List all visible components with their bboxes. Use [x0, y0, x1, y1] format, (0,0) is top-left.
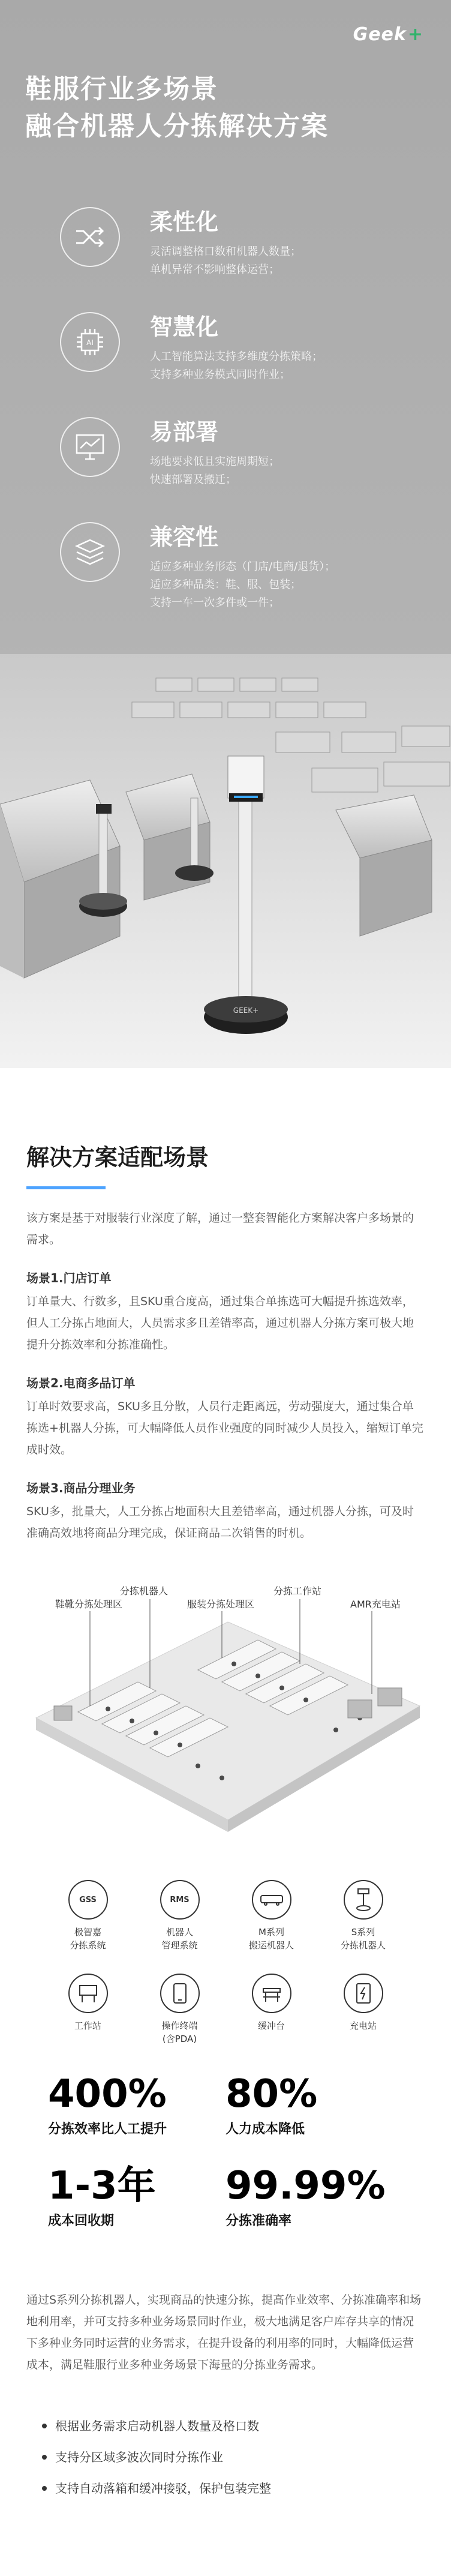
layers-icon: [60, 522, 120, 582]
benefit-list: [0, 2410, 451, 2576]
feature-title: 柔性化: [150, 209, 219, 235]
tablet-icon: [160, 1974, 200, 2013]
component-label: 机器人 管理系统: [161, 1927, 198, 1951]
ai-chip-icon: [60, 312, 120, 372]
feature-line: 支持一车一次多件或一件；: [150, 596, 279, 609]
metric-value: 99.99%: [226, 2164, 386, 2208]
scene-2: [26, 1374, 425, 1461]
list-item: 根据业务需求启动机器人数量及格口数: [42, 2410, 409, 2442]
feature-title: 易部署: [150, 419, 219, 445]
feature-title: 智慧化: [150, 314, 219, 340]
s-robot-icon: [344, 1880, 383, 1920]
metric-label: 分拣效率比人工提升: [48, 2122, 167, 2137]
label-apparel-area: 服装分拣处理区: [187, 1599, 255, 1610]
component-label: 工作站: [74, 2020, 101, 2031]
shuffle-icon: [60, 207, 120, 267]
warehouse-layout-diagram: [0, 1568, 451, 1856]
label-sorting-robot: 分拣机器人: [120, 1585, 169, 1597]
solution-intro: 该方案是基于对服装行业深度了解，通过一整套智能化方案解决客户多场景的需求。: [26, 1211, 414, 1246]
hero-title-line1: 鞋服行业多场景: [25, 74, 218, 104]
label-charging-station: AMR充电站: [350, 1599, 401, 1610]
feature-line: 适应多种品类：鞋、服、包装；: [150, 578, 301, 591]
feature-line: 单机异常不影响整体运营；: [150, 263, 279, 276]
component-icons: [0, 1880, 451, 2067]
component-rms: [134, 1880, 226, 1952]
list-item: 支持自动落箱和缓冲接驳，保护包装完整: [42, 2473, 409, 2504]
logo-plus: +: [407, 24, 423, 45]
feature-title: 兼容性: [150, 524, 219, 550]
metric-label: 分拣准确率: [226, 2214, 292, 2229]
component-s-robot: [317, 1880, 409, 1952]
logo-text: Geek: [353, 24, 407, 45]
hero-title: [25, 71, 329, 145]
feature-line: 灵活调整格口数和机器人数量；: [150, 245, 301, 258]
scene-title: 场景1.门店订单: [26, 1271, 112, 1285]
component-charger: [317, 1974, 409, 2046]
gss-icon: GSS: [68, 1880, 108, 1920]
scene-title: 场景3.商品分理业务: [26, 1481, 136, 1495]
svg-text:GEEK+: GEEK+: [233, 1006, 259, 1015]
metric-label: 成本回收期: [48, 2214, 115, 2229]
feature-line: 快速部署及搬迁；: [150, 473, 236, 486]
component-gss: [42, 1880, 134, 1952]
metric-value: 1-3年: [48, 2164, 156, 2208]
feature-line: 场地要求低且实施周期短；: [150, 455, 279, 468]
component-label: 极智嘉 分拣系统: [70, 1927, 106, 1951]
metric-label: 人力成本降低: [226, 2122, 305, 2137]
component-m-robot: [226, 1880, 317, 1952]
summary-text: 通过S系列分拣机器人，实现商品的快速分拣，提高作业效率、分拣准确率和场地利用率，并可支持多种业务场景同时作业，极大地满足客户库存共享的情况下多种业务同时运营的业务需求，在提升设备的利用率的同时，大幅降低运营成本，满足鞋服行业多种业务场景下海量的分拣业务需求。: [26, 2293, 422, 2371]
component-terminal: [134, 1974, 226, 2046]
label-sorting-workstation: 分拣工作站: [273, 1585, 322, 1597]
hero-title-line2: 融合机器人分拣解决方案: [25, 111, 329, 142]
component-workstation: [42, 1974, 134, 2046]
component-label: 充电站: [349, 2020, 377, 2031]
component-label: 缓冲台: [257, 2020, 285, 2031]
metric-value: 80%: [226, 2072, 318, 2116]
svg-text:AI: AI: [86, 338, 94, 347]
component-label: 操作终端 (含PDA): [161, 2020, 198, 2044]
scene-body: 订单时效要求高，SKU多且分散，人员行走距离远，劳动强度大，通过集合单拣选+机器人分拣，可大幅降低人员作业强度的同时减少人员投入，缩短订单完成时效。: [26, 1400, 423, 1456]
scene-title: 场景2.电商多品订单: [26, 1376, 136, 1390]
summary-section: [0, 2289, 451, 2376]
workstation-icon: [68, 1974, 108, 2013]
metric-labor-cost: [226, 2073, 403, 2137]
scene-body: SKU多，批量大，人工分拣占地面积大且差错率高，通过机器人分拣，可及时准确高效地将商品分理完成，保证商品二次销售的时机。: [26, 1505, 414, 1540]
solution-section: [0, 1139, 451, 1544]
section-heading: 解决方案适配场景: [26, 1144, 209, 1171]
feature-line: 人工智能算法支持多维度分拣策略；: [150, 350, 323, 363]
metric-efficiency: [48, 2073, 226, 2137]
layout-illustration: [0, 1568, 451, 1856]
feature-line: 适应多种业务形态（门店/电商/退货）；: [150, 560, 336, 573]
hero-banner: [0, 0, 451, 1068]
metric-value: 400%: [48, 2072, 167, 2116]
scene-body: 订单量大、行数多，且SKU重合度高，通过集合单拣选可大幅提升拣选效率，但人工分拣占地面大，人员需求多且差错率高，通过机器人分拣方案可极大地提升分拣效率和分拣准确性。: [26, 1295, 414, 1351]
heading-underline: [26, 1186, 106, 1189]
m-robot-icon: [252, 1880, 291, 1920]
component-buffer: [226, 1974, 317, 2046]
component-label: M系列 搬运机器人: [248, 1927, 294, 1951]
scene-3: [26, 1479, 425, 1544]
scene-1: [26, 1268, 425, 1356]
rms-icon: RMS: [160, 1880, 200, 1920]
buffer-table-icon: [252, 1974, 291, 2013]
metric-accuracy: [226, 2165, 403, 2229]
warehouse-robots-photo: [0, 654, 451, 1068]
charging-icon: [344, 1974, 383, 2013]
monitor-icon: [60, 417, 120, 477]
brand-logo[interactable]: [353, 24, 423, 45]
key-metrics: [0, 2073, 451, 2229]
label-shoe-area: 鞋靴分拣处理区: [55, 1599, 123, 1610]
metric-payback: [48, 2165, 226, 2229]
list-item: 支持分区域多波次同时分拣作业: [42, 2442, 409, 2473]
feature-line: 支持多种业务模式同时作业；: [150, 368, 290, 381]
component-label: S系列 分拣机器人: [340, 1927, 386, 1951]
